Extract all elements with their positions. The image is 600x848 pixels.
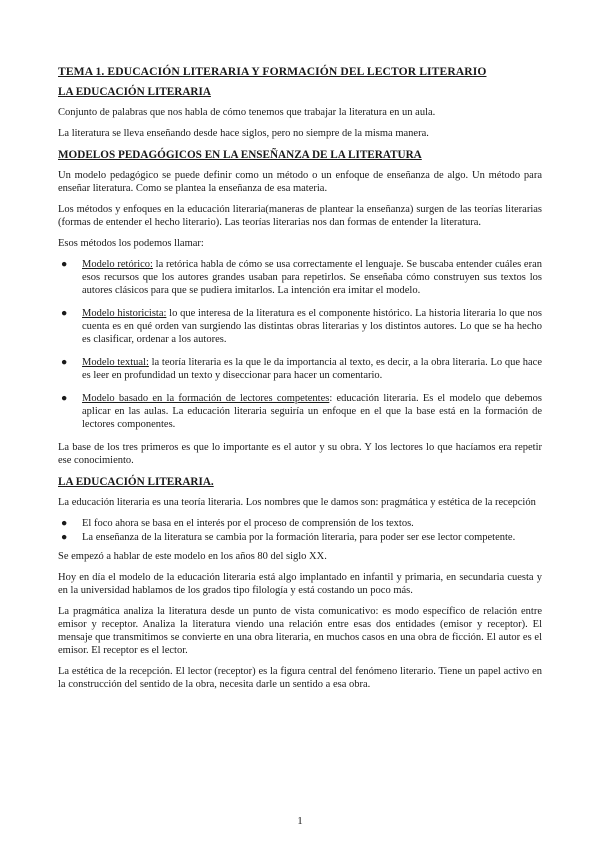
model-description: lo que interesa de la literatura es el componente histórico. La historia literaria lo que nos cuenta es en qué orden van surgiendo las distintas obras literarias y los distintos autores. Lo que se ha hecho es clasificar, ordenar a los autores. (82, 308, 542, 345)
bullet-icon: ● (61, 518, 68, 529)
models-list (58, 258, 542, 431)
bullet-icon: ● (61, 357, 68, 368)
list-item-text: El foco ahora se basa en el interés por el proceso de comprensión de los textos. (82, 518, 414, 529)
bullet-icon: ● (61, 532, 68, 543)
paragraph: La base de los tres primeros es que lo importante es el autor y su obra. Y los lectores lo que hacíamos era repetir ese conocimiento. (58, 442, 542, 466)
model-description: la retórica habla de cómo se usa correctamente el lenguaje. Se buscaba entender cuáles eran esos recursos que los autores grandes usaban para repetirlos. Se enseñaba cómo construyen sus textos los autores clásicos para que se pudiera imitarlos. La intención era imitar el modelo. (82, 259, 542, 296)
paragraph: La educación literaria es una teoría literaria. Los nombres que le damos son: pragmática y estética de la recepción (58, 497, 536, 508)
list-item-text: La enseñanza de la literatura se cambia por la formación literaria, para poder ser ese lector competente. (82, 532, 516, 543)
list-item-modelo-lectores-competentes (58, 392, 542, 431)
section-heading-educacion-literaria-2: LA EDUCACIÓN LITERARIA. (58, 476, 214, 488)
paragraph: Esos métodos los podemos llamar: (58, 238, 204, 249)
paragraph: La pragmática analiza la literatura desde un punto de vista comunicativo: es modo específico de relación entre emisor y receptor. Analiza la literatura viendo una relación entre esas dos entidades (emisor y receptor). El mensaje que transmitimos se convierte en una obra literaria, en muchos casos en una obra de ficción. El autor es el emisor. El receptor es el lector. (58, 606, 542, 656)
bullet-icon: ● (61, 259, 68, 270)
model-label: Modelo textual: (82, 357, 149, 368)
section-heading-educacion-literaria: LA EDUCACIÓN LITERARIA (58, 86, 211, 98)
model-description: : educación literaria. Es el modelo que debemos aplicar en las aulas. La educación literaria seguiría un enfoque en el que la base está en la formación de lectores componentes. (82, 393, 542, 430)
paragraph: La estética de la recepción. El lector (receptor) es la figura central del fenómeno literario. Tiene un papel activo en la construcción del sentido de la obra, necesita darle un sentido a esa obra. (58, 666, 542, 690)
paragraph: Se empezó a hablar de este modelo en los años 80 del siglo XX. (58, 551, 327, 562)
bullet-icon: ● (61, 308, 68, 319)
list-item (58, 517, 542, 530)
list-item-modelo-textual (58, 356, 542, 382)
model-label: Modelo basado en la formación de lectores competentes (82, 393, 330, 404)
focus-list (58, 517, 542, 544)
model-description: la teoría literaria es la que le da importancia al texto, es decir, a la obra literaria. Lo que hace es leer en profundidad un texto y diseccionar para hacer un comentario. (82, 357, 542, 381)
document-title: TEMA 1. EDUCACIÓN LITERARIA Y FORMACIÓN DEL LECTOR LITERARIO (58, 65, 487, 78)
list-item-modelo-retorico (58, 258, 542, 297)
paragraph: Un modelo pedagógico se puede definir como un método o un enfoque de enseñanza de algo. Un método para enseñar literatura. Como se plantea la enseñanza de esa materia. (58, 170, 542, 194)
section-heading-modelos-pedagogicos: MODELOS PEDAGÓGICOS EN LA ENSEÑANZA DE LA LITERATURA (58, 149, 422, 161)
model-label: Modelo retórico: (82, 259, 153, 270)
list-item-modelo-historicista (58, 307, 542, 346)
paragraph: Los métodos y enfoques en la educación literaria(maneras de plantear la enseñanza) surgen de las teorías literarias (formas de entender el hecho literario). Las teorías literarias nos dan formas de entender la literatura. (58, 204, 542, 228)
paragraph: Conjunto de palabras que nos habla de cómo tenemos que trabajar la literatura en un aula. (58, 107, 436, 118)
page-number: 1 (297, 815, 303, 827)
list-item (58, 531, 542, 544)
bullet-icon: ● (61, 393, 68, 404)
paragraph: La literatura se lleva enseñando desde hace siglos, pero no siempre de la misma manera. (58, 128, 429, 139)
paragraph: Hoy en día el modelo de la educación literaria está algo implantado en infantil y primaria, en secundaria cuesta y en la universidad hablamos de los grados tipo filología y está costando un poco más. (58, 572, 542, 596)
model-label: Modelo historicista: (82, 308, 167, 319)
